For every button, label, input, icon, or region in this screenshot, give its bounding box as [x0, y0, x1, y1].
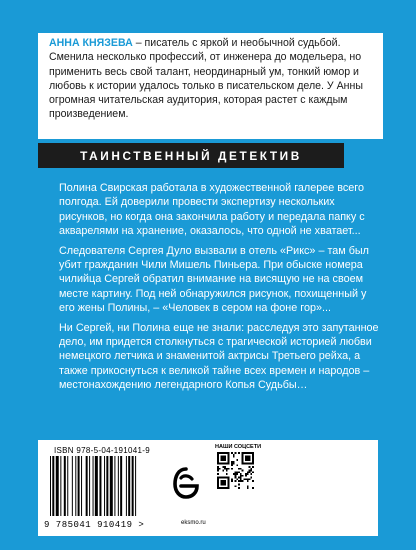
synopsis-paragraph: Полина Свирская работала в художественной галерее всего полгода. Ей доверили провести экспертизу нескольких рисунков, но когда она закончила работу и передала папку с акварелями на хранение, оказалось, что одной не хватает...	[59, 182, 365, 238]
barcode-digits: 9 785041 910419 >	[44, 520, 145, 530]
synopsis-paragraph: Следователя Сергея Дуло вызвали в отель «Рикс» – там был убит гражданин Чили Мишель Пиньера. При обыске номера чилийца Сергей обратил внимание на висящую не на своем месте картину. Под ней обнаружился рисунок, похищенный у его жены Полины, – «Человек в сером на фоне гор»...	[59, 244, 369, 315]
author-bio-box	[38, 33, 383, 139]
isbn-label: ISBN 978-5-04-191041-9	[54, 446, 150, 455]
barcode-panel	[38, 440, 378, 536]
synopsis	[59, 181, 379, 398]
publisher-url: eksmo.ru	[181, 520, 206, 526]
author-name: АННА КНЯЗЕВА	[49, 37, 133, 49]
barcode-icon	[46, 456, 170, 522]
eksmo-logo-icon	[173, 466, 199, 506]
genre-label: ТАИНСТВЕННЫЙ ДЕТЕКТИВ	[80, 148, 302, 163]
synopsis-paragraph: Ни Сергей, ни Полина еще не знали: расследуя это запутанное дело, им придется столкнуться с трагической историей любви немецкого летчика и знаменитой актрисы Третьего рейха, а также прикоснуться к великой тайне всех времен и народов – местонахождению легендарного Копья Судьбы…	[59, 321, 379, 392]
qr-code-icon[interactable]	[217, 452, 254, 489]
qr-label: НАШИ СОЦСЕТИ	[215, 444, 262, 450]
author-bio-text: – писатель с яркой и необычной судьбой. Сменила несколько профессий, от инженера до модельера, но применить весь свой талант, неординарный ум, тонкий юмор и любовь к истории удалось только в писательском деле. У Анны огромная читательская аудитория, которая растет с каждым произведением.	[49, 37, 363, 121]
genre-banner	[38, 143, 344, 168]
author-bio	[49, 36, 379, 122]
